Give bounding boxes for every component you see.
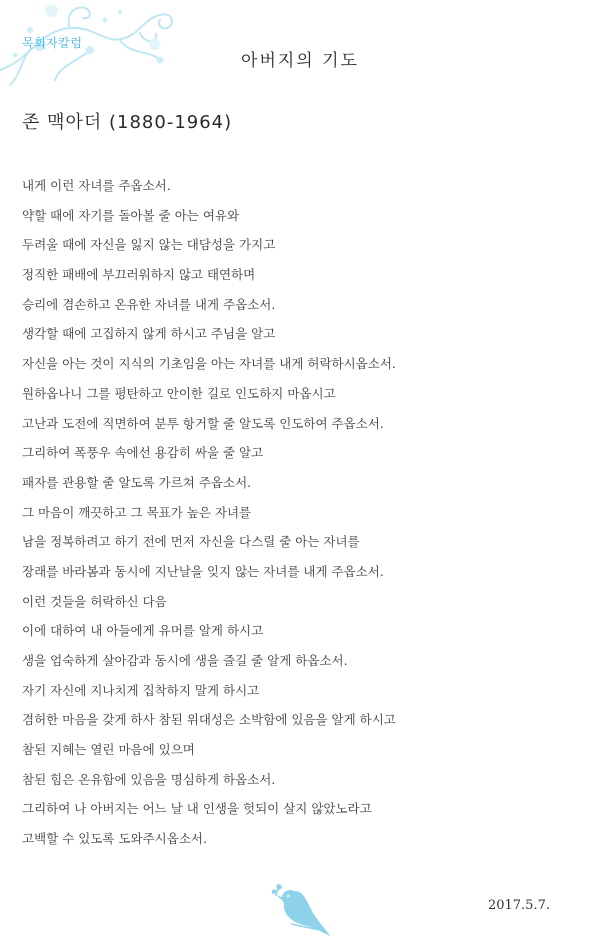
poem-line: 장래를 바라봄과 동시에 지난날을 잊지 않는 자녀를 내게 주옵소서. <box>22 563 384 579</box>
poem-line: 내게 이런 자녀를 주옵소서. <box>22 178 171 193</box>
poem-line: 자기 자신에 지나치게 집착하지 말게 하시고 <box>22 682 260 698</box>
poem-line: 참된 지혜는 열린 마음에 있으며 <box>22 742 195 758</box>
poem-line: 생을 엄숙하게 살아감과 동시에 생을 즐길 줄 알게 하옵소서. <box>22 653 348 668</box>
poem-line: 그리하여 폭풍우 속에선 용감히 싸울 줄 알고 <box>22 445 264 461</box>
poem-line: 두려울 때에 자신을 잃지 않는 대담성을 가지고 <box>22 237 276 253</box>
poem-line: 자신을 아는 것이 지식의 기초임을 아는 자녀를 내게 허락하시옵소서. <box>22 356 396 372</box>
poem-line: 이에 대하여 내 아들에게 유머를 알게 하시고 <box>22 623 264 639</box>
poem-line: 생각할 때에 고집하지 않게 하시고 주님을 알고 <box>22 326 276 342</box>
poem-line: 고백할 수 있도록 도와주시옵소서. <box>22 831 207 847</box>
poem-line: 원하옵나니 그를 평탄하고 안이한 길로 인도하지 마옵시고 <box>22 385 336 401</box>
poem-body <box>22 176 582 859</box>
poem-line: 남을 정복하려고 하기 전에 먼저 자신을 다스릴 줄 아는 자녀를 <box>22 534 360 550</box>
bird-icon <box>270 880 332 940</box>
poem-line: 승리에 겸손하고 온유한 자녀를 내게 주옵소서. <box>22 296 276 312</box>
column-label: 목회자칼럼 <box>22 36 83 50</box>
poem-line: 참된 힘은 온유함에 있음을 명심하게 하옵소서. <box>22 771 276 787</box>
poem-line: 정직한 패배에 부끄러워하지 않고 태연하며 <box>22 267 256 283</box>
poem-line: 고난과 도전에 직면하여 분투 항거할 줄 알도록 인도하여 주옵소서. <box>22 415 384 431</box>
poem-line: 약할 때에 자기를 돌아볼 줄 아는 여유와 <box>22 207 240 223</box>
poem-author: 존 맥아더 (1880-1964) <box>22 112 233 133</box>
poem-line: 겸허한 마음을 갖게 하사 참된 위대성은 소박함에 있음을 알게 하시고 <box>22 712 396 728</box>
poem-line: 패자를 관용할 줄 알도록 가르쳐 주옵소서. <box>22 474 252 490</box>
poem-line: 그리하여 나 아버지는 어느 날 내 인생을 헛되이 살지 않았노라고 <box>22 801 372 817</box>
date-stamp: 2017.5.7. <box>487 898 550 913</box>
poem-title: 아버지의 기도 <box>241 51 359 71</box>
poem-line: 이런 것들을 허락하신 다음 <box>22 593 167 609</box>
poem-line: 그 마음이 깨끗하고 그 목표가 높은 자녀를 <box>22 504 252 520</box>
